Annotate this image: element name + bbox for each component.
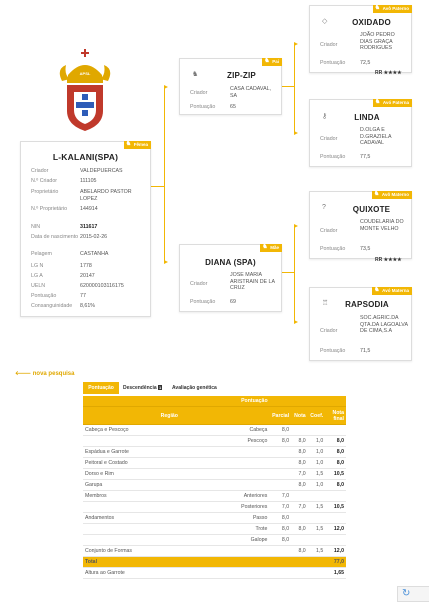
cell-final bbox=[325, 425, 346, 436]
field-label: Pontuação bbox=[190, 299, 216, 305]
cell-sub: Galope bbox=[218, 535, 270, 546]
horse-icon: ♞ bbox=[262, 244, 268, 250]
cell-final: 8,0 bbox=[325, 480, 346, 491]
tab-label: Descendência bbox=[123, 385, 157, 391]
new-search-link[interactable] bbox=[15, 370, 74, 377]
field-label: Criador bbox=[320, 136, 338, 142]
tag-avo-materna bbox=[372, 287, 412, 295]
tag-label: Avó Paterna bbox=[382, 100, 409, 105]
cell-parcial bbox=[269, 447, 291, 458]
cell-coef: 1,0 bbox=[308, 480, 326, 491]
cell-nota: 7,0 bbox=[291, 502, 308, 513]
mother-name: DIANA (SPA) bbox=[205, 258, 256, 267]
mother-card bbox=[179, 244, 282, 312]
cell-parcial: 8,0 bbox=[269, 535, 291, 546]
field-value: 144914 bbox=[80, 206, 98, 212]
cell-parcial bbox=[269, 546, 291, 557]
cell-coef bbox=[308, 535, 326, 546]
header-pontuacao: Pontuação bbox=[218, 396, 292, 407]
cell-sub bbox=[218, 546, 270, 557]
main-horse-name: L-KALANI(SPA) bbox=[52, 152, 119, 162]
header-coef: Coef. bbox=[308, 407, 326, 425]
field-label: Pontuação bbox=[320, 60, 346, 66]
field-label: Consanguinidade bbox=[31, 303, 73, 309]
cell-sub: Cabeça bbox=[218, 425, 270, 436]
rating-pat-grandfather bbox=[375, 70, 402, 76]
cell-coef bbox=[308, 491, 326, 502]
tag-pai bbox=[262, 58, 282, 66]
cell-coef bbox=[308, 513, 326, 524]
cell-region bbox=[83, 436, 218, 447]
height-value: 1,65 bbox=[325, 568, 346, 579]
cell-nota: 8,0 bbox=[291, 524, 308, 535]
cell-region: Conjunto de Formas bbox=[83, 546, 218, 557]
mat-grandmother-name: RAPSODIA bbox=[345, 300, 389, 309]
horse-icon: ♞ bbox=[374, 287, 380, 293]
cell-parcial bbox=[269, 469, 291, 480]
tag-avo-paterno bbox=[373, 5, 412, 13]
horse-icon: ♞ bbox=[373, 191, 380, 197]
cell-final: 12,0 bbox=[325, 546, 346, 557]
field-label: Criador bbox=[31, 168, 49, 174]
tag-label: Pai bbox=[272, 59, 279, 64]
horse-icon: ♞ bbox=[125, 141, 132, 147]
cell-nota bbox=[291, 513, 308, 524]
field-label: Data de nascimento bbox=[31, 234, 79, 240]
field-label: Pontuação bbox=[320, 348, 346, 354]
breeder-value: D.OLGA E D.GRAZIELA CADAVAL bbox=[360, 127, 392, 147]
score-value: 77,5 bbox=[360, 154, 371, 160]
cell-sub: Passo bbox=[218, 513, 270, 524]
table-row bbox=[83, 535, 346, 546]
height-label: Altura ao Garrote bbox=[83, 568, 218, 579]
breeder-value: CASA CADAVAL, SA bbox=[230, 86, 272, 99]
tab-descendencia[interactable] bbox=[123, 382, 167, 394]
header-spacer bbox=[291, 396, 346, 407]
tag-avo-paterna bbox=[373, 99, 412, 107]
header-regiao: Região bbox=[83, 407, 218, 425]
cell-final: 10,5 bbox=[325, 469, 346, 480]
main-horse-card bbox=[20, 141, 151, 317]
field-label: Pontuação bbox=[190, 104, 216, 110]
cell-nota bbox=[291, 491, 308, 502]
cell-region: Peitoral e Costado bbox=[83, 458, 218, 469]
logo-text: APSL bbox=[79, 71, 91, 76]
cell-sub bbox=[218, 480, 270, 491]
cell-region: Dorso e Rim bbox=[83, 469, 218, 480]
cell-sub bbox=[218, 458, 270, 469]
cell-sub bbox=[218, 469, 270, 480]
score-value: 71,5 bbox=[360, 348, 371, 354]
cell-final bbox=[325, 513, 346, 524]
mat-grandmother-card bbox=[309, 287, 412, 361]
tag-label: Fêmea bbox=[133, 142, 148, 147]
tag-label: Avô Materno bbox=[381, 192, 409, 197]
total-label: Total bbox=[83, 557, 218, 568]
cell-final bbox=[325, 535, 346, 546]
horse-icon: ♞ bbox=[264, 58, 270, 64]
tab-label: Avaliação genética bbox=[172, 385, 217, 391]
new-search-label: nova pesquisa bbox=[32, 371, 75, 377]
table-row bbox=[83, 513, 346, 524]
cell-nota: 8,0 bbox=[291, 436, 308, 447]
field-value: 20147 bbox=[80, 273, 95, 279]
cell-region bbox=[83, 524, 218, 535]
field-label: N.º Criador bbox=[31, 178, 58, 184]
breeder-value: SOC.AGRIC.DA QTA.DA LAGOALVA DE CIMA,S.A bbox=[360, 315, 408, 335]
field-value: 111105 bbox=[80, 178, 97, 184]
table-row bbox=[83, 436, 346, 447]
total-value: 77,0 bbox=[325, 557, 346, 568]
table-header-group bbox=[83, 396, 346, 407]
field-label: Pontuação bbox=[31, 293, 57, 299]
tag-femea bbox=[124, 141, 151, 149]
cell-nota: 8,0 bbox=[291, 480, 308, 491]
header-parcial: Parcial bbox=[269, 407, 291, 425]
cell-parcial bbox=[269, 480, 291, 491]
table-row bbox=[83, 524, 346, 535]
rating-label: RR bbox=[375, 257, 383, 263]
cell-parcial bbox=[269, 458, 291, 469]
tab-pontuacao[interactable] bbox=[83, 382, 119, 394]
field-value: ABELARDO PASTOR LOPEZ bbox=[80, 189, 132, 202]
pat-grandfather-name: OXIDADO bbox=[352, 18, 391, 27]
cell-sub: Anteriores bbox=[218, 491, 270, 502]
pat-grandfather-card bbox=[309, 5, 412, 73]
arrow-left-icon: 🡐 bbox=[15, 371, 32, 377]
cell-sub: Trote bbox=[218, 524, 270, 535]
mat-grandfather-card bbox=[309, 191, 412, 259]
field-label: LG N bbox=[31, 263, 44, 269]
table-row bbox=[83, 491, 346, 502]
cell-nota: 8,0 bbox=[291, 458, 308, 469]
cell-coef: 1,5 bbox=[308, 502, 326, 513]
cell-region: Espádua e Garrote bbox=[83, 447, 218, 458]
header-nota-final: Nota final bbox=[325, 407, 346, 425]
table-row bbox=[83, 502, 346, 513]
question-brand-icon: ? bbox=[322, 204, 326, 211]
field-label: Criador bbox=[320, 328, 338, 334]
key-brand-icon: ⚷ bbox=[322, 113, 328, 120]
cell-final: 8,0 bbox=[325, 436, 346, 447]
tag-label: Mãe bbox=[270, 245, 279, 250]
cell-parcial: 8,0 bbox=[269, 436, 291, 447]
score-value: 73,5 bbox=[360, 246, 371, 252]
cell-nota: 8,0 bbox=[291, 447, 308, 458]
recaptcha-icon: ↻ bbox=[402, 588, 411, 599]
cell-coef: 1,0 bbox=[308, 436, 326, 447]
cell-final bbox=[325, 491, 346, 502]
header-nota: Nota bbox=[291, 407, 308, 425]
mat-grandfather-name: QUIXOTE bbox=[352, 205, 391, 214]
star-icon: ★★★★ bbox=[383, 257, 402, 263]
field-label: Criador bbox=[320, 42, 338, 48]
cell-region bbox=[83, 502, 218, 513]
breeder-value: COUDELARIA DO MONTE VELHO bbox=[360, 219, 404, 232]
field-value: 620000103116175 bbox=[80, 283, 124, 289]
field-label: Criador bbox=[320, 228, 338, 234]
field-label: Pelagem bbox=[31, 251, 52, 257]
tag-mae bbox=[260, 244, 282, 252]
count-badge: 1 bbox=[159, 385, 162, 390]
table-header bbox=[83, 407, 346, 425]
cell-region: Andamentos bbox=[83, 513, 218, 524]
cell-region: Garupa bbox=[83, 480, 218, 491]
cell-parcial: 7,0 bbox=[269, 502, 291, 513]
table-row bbox=[83, 425, 346, 436]
cell-parcial: 7,0 bbox=[269, 491, 291, 502]
field-label: UELN bbox=[31, 283, 46, 289]
cell-nota: 7,0 bbox=[291, 469, 308, 480]
horse-icon: ♞ bbox=[374, 5, 381, 11]
table-row bbox=[83, 469, 346, 480]
apsl-logo bbox=[58, 47, 112, 137]
field-value: 311617 bbox=[80, 224, 98, 230]
field-label: Criador bbox=[190, 90, 208, 96]
cell-parcial: 8,0 bbox=[269, 513, 291, 524]
field-value: CASTANHA bbox=[80, 251, 109, 257]
tag-label: Avô Paterno bbox=[382, 6, 409, 11]
field-label: Criador bbox=[190, 281, 208, 287]
cell-final: 8,0 bbox=[325, 458, 346, 469]
table-row bbox=[83, 458, 346, 469]
score-value: 69 bbox=[230, 299, 236, 305]
cell-parcial: 8,0 bbox=[269, 425, 291, 436]
field-label: NIN bbox=[31, 224, 41, 230]
breeder-value: JOSE MARIA ARISTRAIN DE LA CRUZ bbox=[230, 272, 275, 292]
star-icon: ★★★★ bbox=[383, 70, 402, 76]
cell-coef: 1,0 bbox=[308, 447, 326, 458]
rating-mat-grandfather bbox=[375, 257, 402, 263]
field-label: Pontuação bbox=[320, 246, 346, 252]
pat-grandmother-name: LINDA bbox=[354, 113, 380, 122]
table-row bbox=[83, 480, 346, 491]
field-label: Pontuação bbox=[320, 154, 346, 160]
cell-region: Cabeça e Pescoço bbox=[83, 425, 218, 436]
cell-nota bbox=[291, 535, 308, 546]
tag-label: Avó Materna bbox=[382, 288, 409, 293]
cell-final: 8,0 bbox=[325, 447, 346, 458]
table-row bbox=[83, 546, 346, 557]
table-row bbox=[83, 447, 346, 458]
cell-sub: Posteriores bbox=[218, 502, 270, 513]
brand-mark-icon: ♖ bbox=[322, 300, 329, 307]
cell-region bbox=[83, 535, 218, 546]
field-value: 2015-02-26 bbox=[80, 234, 108, 240]
field-value: 77 bbox=[80, 293, 86, 299]
field-value: 8,61% bbox=[80, 303, 96, 309]
horse-icon: ♞ bbox=[374, 99, 381, 105]
father-name: ZIP-ZIP bbox=[227, 71, 256, 80]
tab-avaliacao-genetica[interactable] bbox=[172, 382, 232, 394]
tag-avo-materno bbox=[372, 191, 412, 199]
field-value: VALDEPUERCAS bbox=[80, 168, 123, 174]
cell-coef bbox=[308, 425, 326, 436]
header-spacer bbox=[218, 407, 270, 425]
cell-sub bbox=[218, 447, 270, 458]
father-card bbox=[179, 58, 282, 115]
field-label: N.º Proprietário bbox=[31, 206, 68, 212]
cell-coef: 1,5 bbox=[308, 524, 326, 535]
score-table bbox=[83, 396, 346, 579]
cell-nota: 8,0 bbox=[291, 546, 308, 557]
tab-label: Pontuação bbox=[88, 385, 114, 391]
pat-grandmother-card bbox=[309, 99, 412, 167]
cell-coef: 1,5 bbox=[308, 546, 326, 557]
field-value: 1778 bbox=[80, 263, 92, 269]
height-row bbox=[83, 568, 346, 579]
horse-brand-icon: ♞ bbox=[192, 71, 199, 78]
rating-label: RR bbox=[375, 70, 383, 76]
header-spacer bbox=[83, 396, 218, 407]
field-label: Proprietário bbox=[31, 189, 59, 195]
cell-parcial: 8,0 bbox=[269, 524, 291, 535]
cell-region: Membros bbox=[83, 491, 218, 502]
cell-nota bbox=[291, 425, 308, 436]
field-label: LG A bbox=[31, 273, 43, 279]
cell-sub: Pescoço bbox=[218, 436, 270, 447]
cell-final: 12,0 bbox=[325, 524, 346, 535]
breeder-value: JOÃO PEDRO DIAS GRAÇA RODRIGUES bbox=[360, 32, 395, 52]
cell-coef: 1,0 bbox=[308, 458, 326, 469]
total-row bbox=[83, 557, 346, 568]
score-value: 65 bbox=[230, 104, 236, 110]
score-value: 72,5 bbox=[360, 60, 371, 66]
cell-final: 10,5 bbox=[325, 502, 346, 513]
score-body bbox=[83, 425, 346, 557]
cell-coef: 1,5 bbox=[308, 469, 326, 480]
diamond-brand-icon: ◇ bbox=[322, 18, 328, 25]
